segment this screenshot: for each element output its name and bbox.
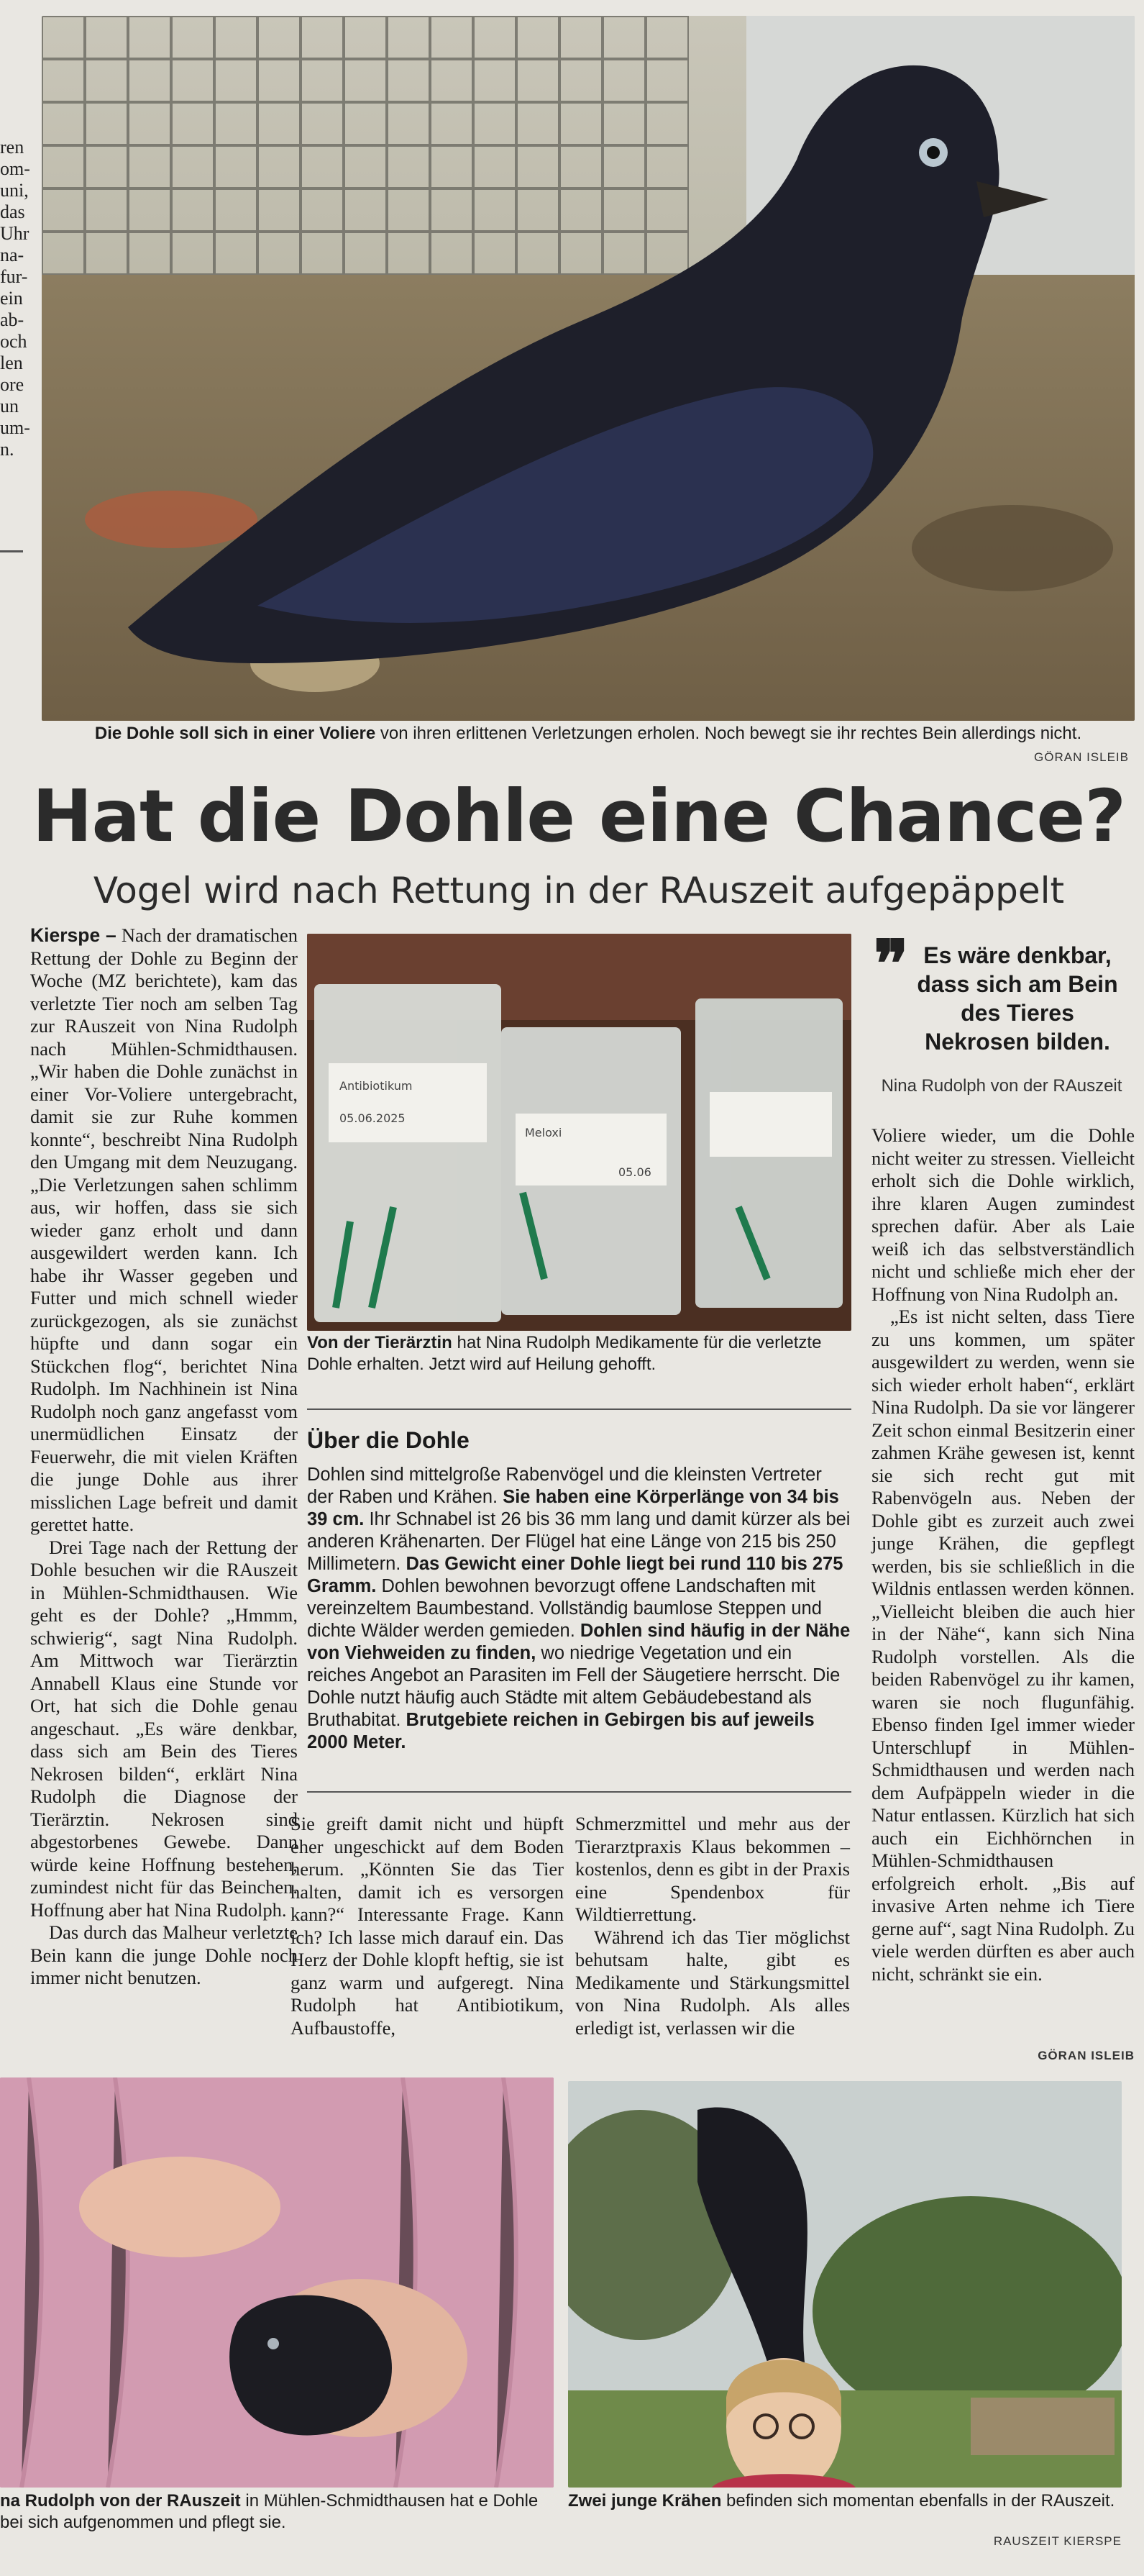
margin-snippet-line: ren bbox=[0, 137, 24, 158]
info-box-bottom-rule bbox=[307, 1791, 851, 1793]
margin-snippet-line: ein bbox=[0, 288, 23, 309]
pull-quote: Es wäre denkbar, dass sich am Bein des Tieres Nekrosen bilden. bbox=[917, 942, 1118, 1055]
middle-photo-caption: Von der Tierärztin hat Nina Rudolph Medikamente für die verletzte Dohle erhalten. Jetzt wird auf Heilung gehofft. bbox=[307, 1333, 822, 1374]
article-column-4: Voliere wieder, um die Dohle nicht weiter zu stressen. Vielleicht erholt sich die Dohle wirklich, ihre klaren Augen zumindest sprechen dafür. Aber als Laie weiß ich das selbstverständlich nicht und schließe mich eher der Hoffnung von Nina Rudolph an. „Es ist nicht selten, dass Tiere zu uns kommen, um später ausgewildert zu werden, wenn sie sich wieder erholt haben“, erklärt Nina Rudolph. Da sie vor längerer Zeit schon einmal Besitzerin einer zahmen Krähe gewesen ist, kennt sie sich recht gut mit Rabenvögeln aus. Neben der Dohle gibt es zurzeit auch zwei junge Krähen, die gepflegt werden, bis sie schließlich in die Wildnis entlassen werden können. „Vielleicht bleiben die auch hier in der Nähe“, kann sich Nina Rudolph vorstellen. Als die beiden Rabenvögel zu ihr kamen, waren sie noch flugunfähig. Ebenso finden Igel immer wieder Unterschlupf in Mühlen-Schmidthausen und werden nach dem Aufpäppeln wieder in die Natur entlassen. Kürzlich hat sich auch ein Eichhörnchen in Mühlen-Schmidthausen erfolgreich erholt. „Bis auf invasive Arten nehme ich Tiere gerne auf“, sagt Nina Rudolph. Zu viele werden dürften es aber auch nicht, schränkt sie ein. bbox=[871, 1124, 1135, 1985]
margin-snippet-line: Uhr bbox=[0, 223, 29, 244]
margin-divider bbox=[0, 550, 23, 552]
top-photo-credit: GÖRAN ISLEIB bbox=[1034, 750, 1129, 764]
bottom-right-credit: RAUSZEIT KIERSPE bbox=[993, 2534, 1122, 2548]
margin-snippet-line: fur- bbox=[0, 266, 28, 287]
margin-snippet bbox=[0, 137, 35, 712]
quote-mark: ❞ bbox=[874, 926, 909, 1002]
margin-snippet-line: och bbox=[0, 331, 27, 352]
margin-snippet-line: ore bbox=[0, 374, 24, 395]
bag-label-4: 05.06 bbox=[618, 1165, 651, 1179]
article-column-3: Schmerzmittel und mehr aus der Tierarztpraxis Klaus bekommen – kostenlos, denn es gibt in der Praxis eine Spendenbox für Wildtierrettung. Während ich das Tier möglichst behutsam halte, gibt es Medikamente und Stärkungsmittel von Nina Rudolph. Als alles erledigt ist, verlassen wir die bbox=[575, 1813, 850, 2039]
bottom-right-caption: Zwei junge Krähen befinden sich momentan ebenfalls in der RAuszeit. bbox=[568, 2491, 1115, 2511]
photo-woman-holding-jackdaw bbox=[0, 2077, 554, 2488]
margin-snippet-line: na- bbox=[0, 245, 24, 265]
info-box-title: Über die Dohle bbox=[307, 1427, 470, 1453]
article-column-1: Kierspe – Nach der dramatischen Rettung der Dohle zu Beginn der Woche (MZ berichtete), kam das verletzte Tier noch am selben Tag zur RAuszeit von Nina Rudolph nach Mühlen-Schmidthausen. „Wir haben die Dohle zunächst in einer Vor-Voliere untergebracht, damit sie zur Ruhe kommen konnte“, beschreibt Nina Rudolph den Umgang mit dem Neuzugang. „Die Verletzungen sahen schlimm aus, wir hoffen, dass sie sich wieder ganz erholt und dann ausgewildert werden kann. Ich habe ihr Wasser gegeben und Futter und mich schnell wieder zurückgezogen, als sie zunächst hüpfte und dann sogar ein Stückchen flog“, berichtet Nina Rudolph. Im Nachhinein ist Nina Rudolph noch ganz angefasst vom unermüdlichen Einsatz der Feuerwehr, die mit vielen Kräften die junge Dohle aus ihrer misslichen Lage befreit und damit gerettet hatte. Drei Tage nach der Rettung der Dohle besuchen wir die RAuszeit in Mühlen-Schmidthausen. Wie geht es der Dohle? „Hmmm, schwierig“, sagt Nina Rudolph. Am Mittwoch war Tierärztin Annabell Klaus eine Stunde vor Ort, hat sich die Dohle genau angeschaut. „Es wäre denkbar, dass sich am Bein des Tieres Nekrosen bilden“, erklärt Nina Rudolph die Diagnose der Tierärztin. Nekrosen sind abgestorbenes Gewebe. Dann würde keine Hoffnung bestehen, zumindest nicht für das Beinchen. Hoffnung aber hat Nina Rudolph. Das durch das Malheur verletzte Bein kann die junge Dohle noch immer nicht benutzen. bbox=[30, 924, 298, 1988]
info-box-top-rule bbox=[307, 1408, 851, 1410]
article-credit: GÖRAN ISLEIB bbox=[1038, 2049, 1135, 2062]
bottom-left-caption: na Rudolph von der RAuszeit in Mühlen-Schmidthausen hat e Dohle bei sich aufgenommen und pflegt sie. bbox=[0, 2491, 539, 2532]
info-box-text: Dohlen sind mittelgroße Rabenvögel und die kleinsten Vertreter der Raben und Krähen. Sie haben eine Körperlänge von 34 bis 39 cm. Ihr Schnabel ist 26 bis 36 mm lang und damit kürzer als bei anderen Krähenarten. Der Flügel hat eine Länge von 215 bis 250 Millimetern. Das Gewicht einer Dohle liegt bei rund 110 bis 275 Gramm. Dohlen bewohnen bevorzugt offene Landschaften mit vereinzeltem Baumbestand. Vollständig baumlose Steppen und dichte Wälder werden gemieden. Dohlen sind häufig in der Nähe von Viehweiden zu finden, wo niedrige Vegetation und ein reiches Angebot an Parasiten im Fell der Säugetiere herrscht. Die Dohle nutzt häufig auch Städte mit altem Gebäudebestand als Bruthabitat. Brutgebiete reichen in Gebirgen bis auf jeweils 2000 Meter. bbox=[307, 1465, 851, 1752]
margin-snippet-line: n. bbox=[0, 439, 14, 460]
headline: Hat die Dohle eine Chance? bbox=[32, 774, 1126, 858]
margin-snippet-line: das bbox=[0, 201, 25, 222]
margin-snippet-line: uni, bbox=[0, 180, 29, 201]
article-column-2: Sie greift damit nicht und hüpft eher ungeschickt auf dem Boden herum. „Könnten Sie das Tier halten, damit ich es versorgen kann?“ Interessante Frage. Kann ich? Ich lasse mich darauf ein. Das Herz der Dohle klopft heftig, sie ist ganz warm und aufgeregt. Nina Rudolph hat Antibiotikum, Aufbaustoffe, bbox=[290, 1813, 564, 2039]
margin-snippet-line: um- bbox=[0, 417, 30, 438]
dateline: Kierspe – bbox=[30, 924, 116, 946]
pull-quote-attribution: Nina Rudolph von der RAuszeit bbox=[881, 1076, 1122, 1096]
top-photo-caption: Die Dohle soll sich in einer Voliere von ihren erlittenen Verletzungen erholen. Noch bewegt sie ihr rechtes Bein allerdings nicht. bbox=[94, 724, 1082, 743]
photo-medication-bags bbox=[307, 934, 851, 1331]
margin-snippet-line: om- bbox=[0, 158, 30, 179]
photo-woman-with-crow bbox=[568, 2081, 1122, 2488]
bag-label-3: Meloxi bbox=[525, 1126, 562, 1139]
subheadline: Vogel wird nach Rettung in der RAuszeit aufgepäppelt bbox=[93, 870, 1065, 911]
margin-snippet-line: len bbox=[0, 352, 23, 373]
bag-label-1: Antibiotikum bbox=[339, 1079, 413, 1093]
margin-snippet-line: un bbox=[0, 396, 19, 417]
bag-label-2: 05.06.2025 bbox=[339, 1111, 406, 1125]
photo-jackdaw-aviary bbox=[42, 16, 1135, 721]
margin-snippet-line: ab- bbox=[0, 309, 24, 330]
